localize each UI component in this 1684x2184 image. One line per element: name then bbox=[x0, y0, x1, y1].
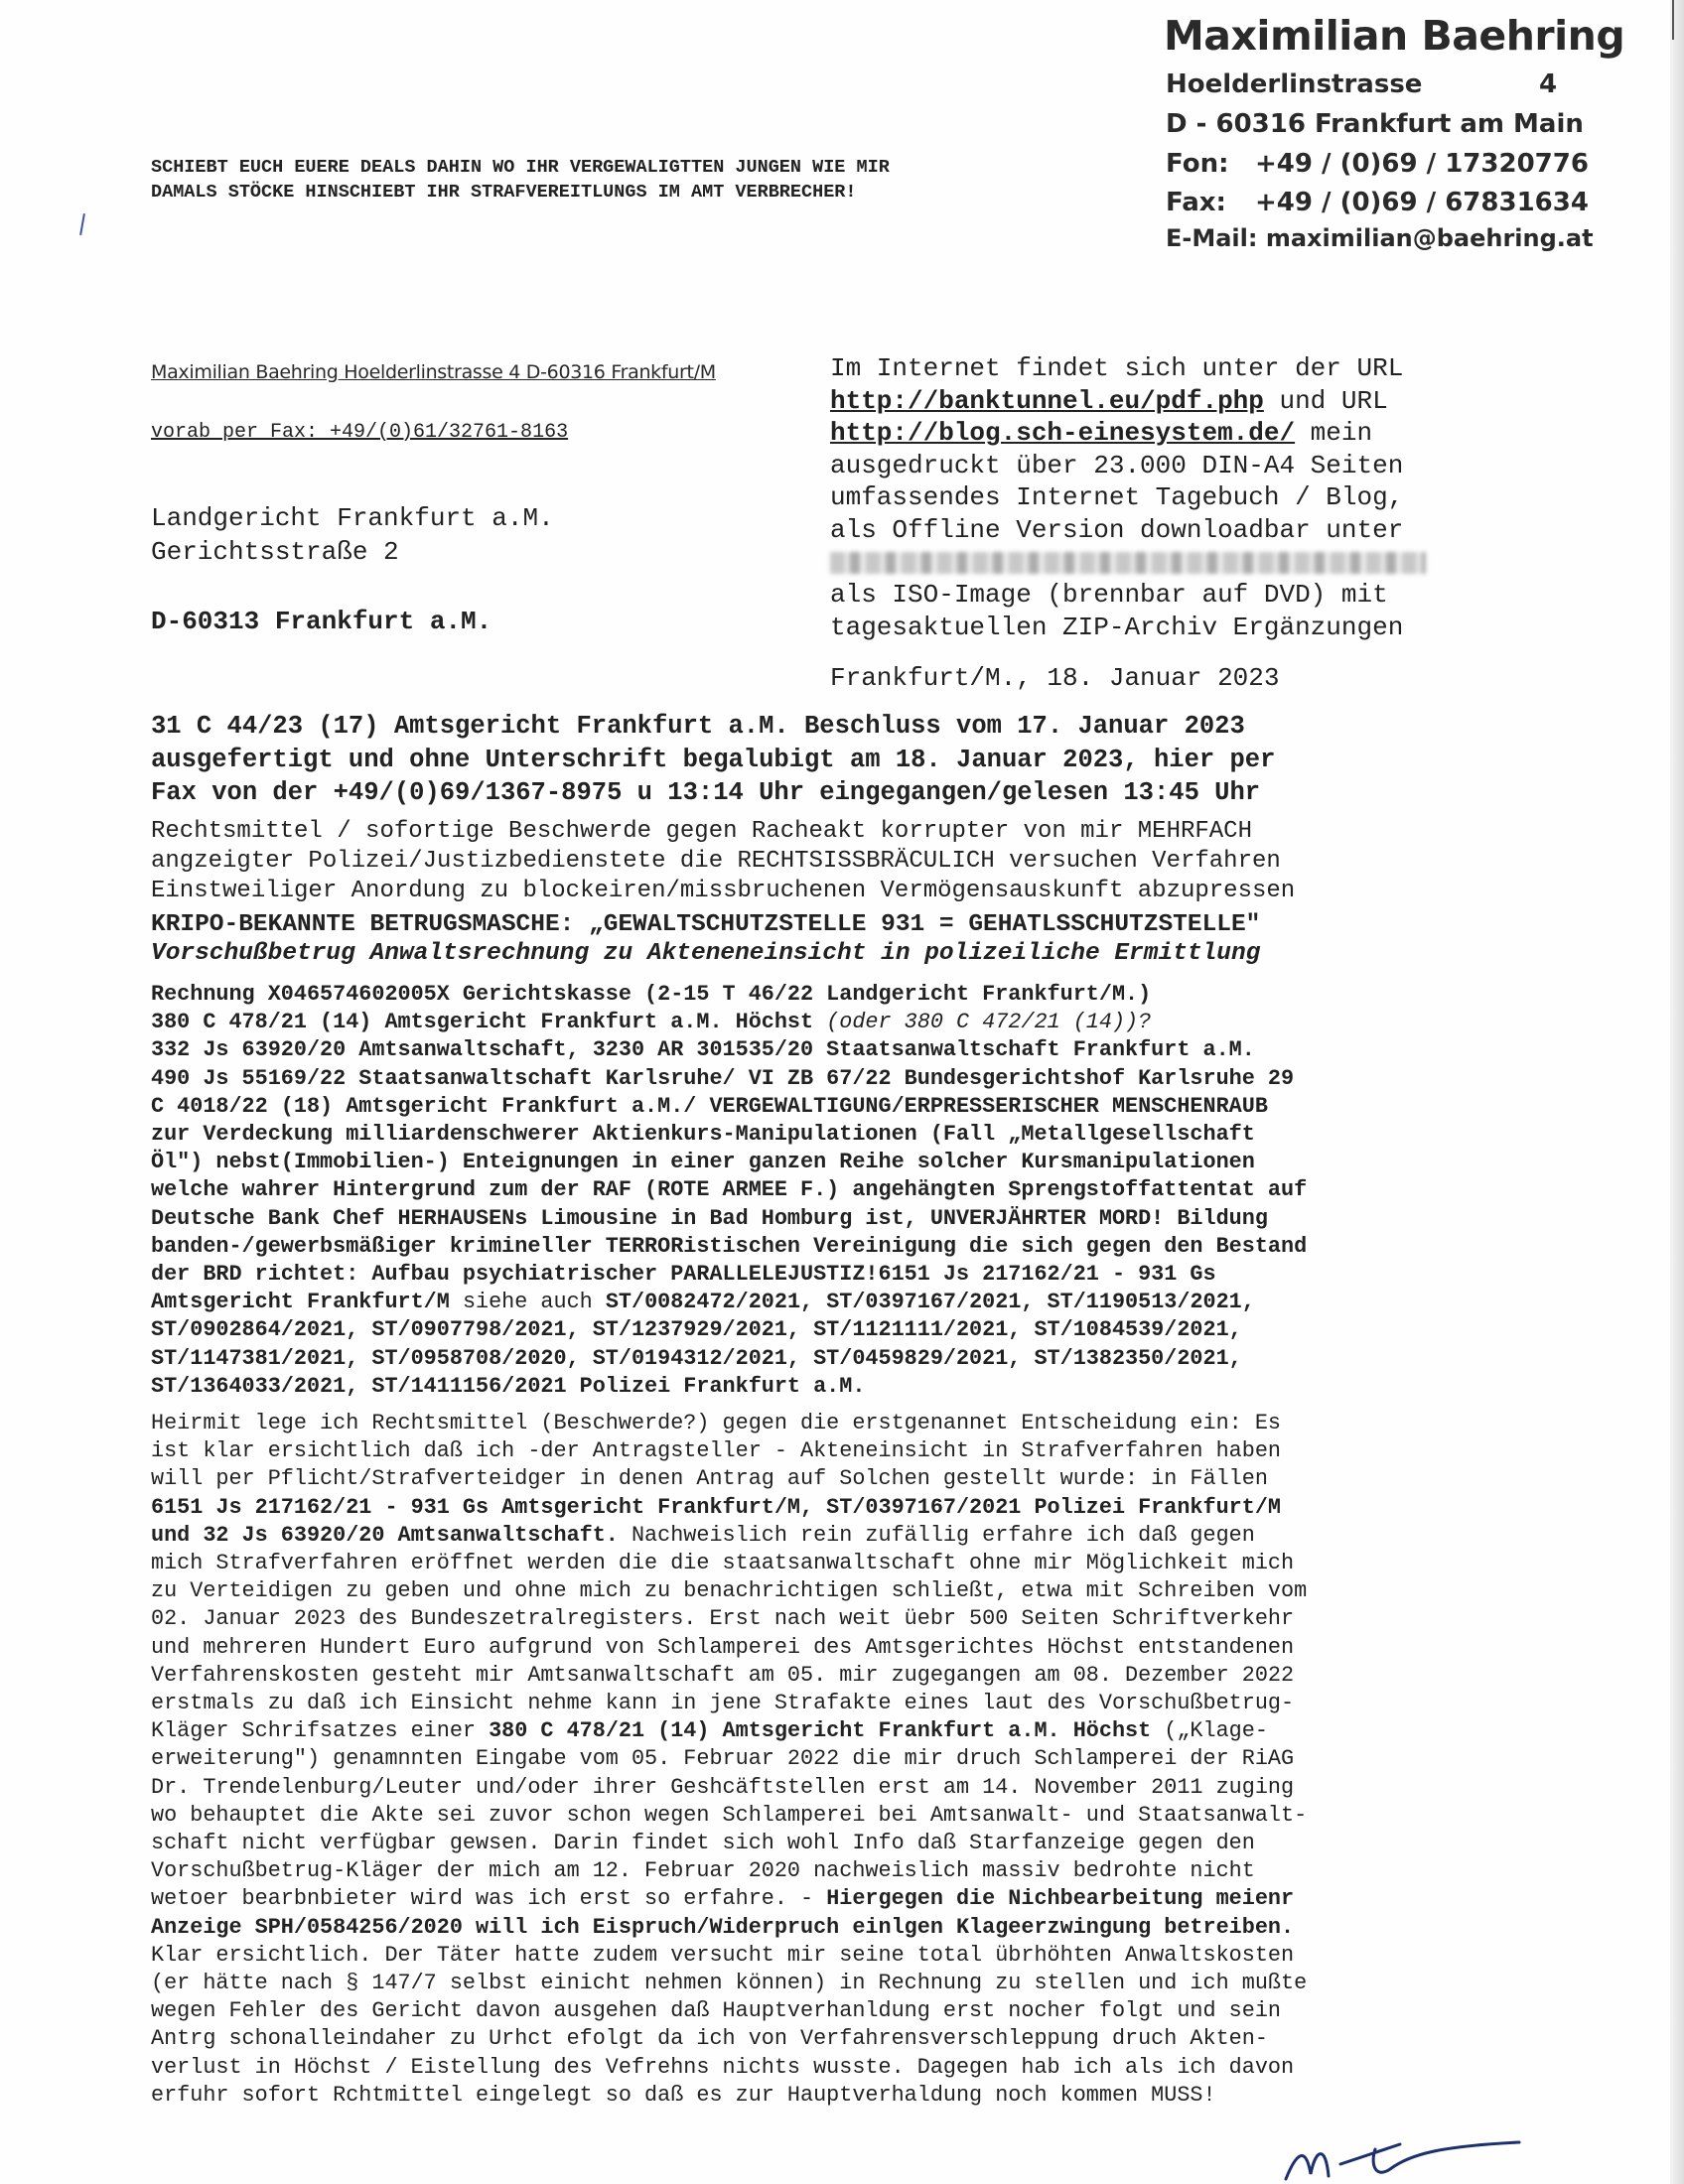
body-main bbox=[151, 1410, 1541, 2110]
case-line: ST/1147381/2021, ST/0958708/2020, ST/0194312/2021, ST/0459829/2021, ST/1382350/2021, bbox=[151, 1345, 1242, 1371]
sender-line: Maximilian Baehring Hoelderlinstrasse 4 D-60316 Frankfurt/M bbox=[151, 361, 716, 383]
fax-number: +49 / (0)69 / 67831634 bbox=[1255, 188, 1589, 217]
case-line: welche wahrer Hintergrund zum der RAF (ROTE ARMEE F.) angehängten Sprengstoffattentat auf bbox=[151, 1177, 1308, 1203]
case-line: 380 C 478/21 (14) Amtsgericht Frankfurt a.M. Höchst bbox=[151, 1010, 827, 1035]
body-line: (er hätte nach § 147/7 selbst einicht nehmen können) in Rechnung zu stellen und ich mußte bbox=[151, 1971, 1308, 1996]
body-line: Dr. Trendelenburg/Leuter und/oder ihrer Geshcäftstellen erst am 14. November 2011 zuging bbox=[151, 1774, 1295, 1800]
phone-label: Fon: bbox=[1166, 149, 1229, 179]
recipient-city: D-60313 Frankfurt a.M. bbox=[151, 607, 492, 636]
slogan-line: DAMALS STÖCKE HINSCHIEBT IHR STRAFVEREITLUNGS IM AMT VERBRECHER! bbox=[151, 182, 857, 203]
info-text: mein bbox=[1295, 418, 1373, 449]
info-line bbox=[830, 547, 1485, 580]
body-line: Nachweislich rein zufällig erfahre ich daß gegen bbox=[618, 1522, 1255, 1548]
info-line bbox=[830, 385, 1485, 418]
case-line: ST/0082472/2021, ST/0397167/2021, ST/1190513/2021, bbox=[605, 1290, 1255, 1315]
slogan-line: SCHIEBT EUCH EUERE DEALS DAHIN WO IHR VERGEWALIGTTEN JUNGEN WIE MIR bbox=[151, 157, 890, 178]
body-line: KRIPO-BEKANNTE BETRUGSMASCHE: „GEWALTSCHUTZSTELLE 931 = GEHATLSSCHUTZSTELLE" bbox=[151, 911, 1261, 938]
case-line: ST/0902864/2021, ST/0907798/2021, ST/1237929/2021, ST/1121111/2021, ST/1084539/2021, bbox=[151, 1317, 1242, 1343]
recipient-line: Gerichtsstraße 2 bbox=[151, 537, 399, 567]
signature bbox=[1281, 2124, 1539, 2184]
letterhead-phone bbox=[1166, 149, 1589, 179]
redacted-url bbox=[830, 552, 1426, 574]
url-link[interactable]: http://blog.sch-einesystem.de/ bbox=[830, 418, 1296, 449]
letter-date: Frankfurt/M., 18. Januar 2023 bbox=[830, 663, 1280, 693]
recipient-address bbox=[151, 501, 554, 569]
body-line: und mehreren Hundert Euro aufgrund von Schlamperei des Amtsgerichtes Höchst entstandenen bbox=[151, 1634, 1295, 1660]
body-line: Rechtsmittel / sofortige Beschwerde gegen Racheakt korrupter von mir MEHRFACH bbox=[151, 818, 1252, 845]
letterhead-name: Maximilian Baehring bbox=[1164, 12, 1625, 60]
case-line-note: (oder 380 C 472/21 (14))? bbox=[826, 1010, 1152, 1035]
body-line-bold: 380 C 478/21 (14) Amtsgericht Frankfurt a.M. Höchst bbox=[489, 1718, 1152, 1744]
slogan bbox=[151, 155, 1144, 205]
info-line: umfassendes Internet Tagebuch / Blog, bbox=[830, 482, 1404, 513]
case-line: Amtsgericht Frankfurt/M bbox=[151, 1290, 463, 1315]
body-headline bbox=[151, 910, 1541, 968]
body-line-bold: 6151 Js 217162/21 - 931 Gs Amtsgericht Frankfurt/M, ST/0397167/2021 Polizei Frankfurt/M bbox=[151, 1494, 1281, 1520]
body-line: erstmals zu daß ich Einsicht nehme kann in jene Strafakte eines laut des Vorschußbetrug- bbox=[151, 1691, 1295, 1716]
body-line: Klar ersichtlich. Der Täter hatte zudem versucht mir seine total übrhöhten Anwaltskosten bbox=[151, 1942, 1295, 1968]
body-line: zu Verteidigen zu geben und ohne mich zu benachrichtigen schließt, etwa mit Schreiben vom bbox=[151, 1578, 1308, 1604]
body-line: Kläger Schrifsatzes einer bbox=[151, 1718, 490, 1744]
body-intro bbox=[151, 817, 1541, 906]
page-edge-line bbox=[1672, 0, 1674, 40]
case-line: C 4018/22 (18) Amtsgericht Frankfurt a.M./ VERGEWALTIGUNG/ERPRESSERISCHER MENSCHENRAUB bbox=[151, 1093, 1268, 1119]
body-line: wegen Fehler des Gericht davon ausgehen daß Hauptverhanldung erst nocher folgt und sein bbox=[151, 1998, 1281, 2024]
case-line: 332 Js 63920/20 Amtsanwaltschaft, 3230 AR 301535/20 Staatsanwaltschaft Frankfurt a.M. bbox=[151, 1037, 1255, 1063]
case-line: der BRD richtet: Aufbau psychiatrischer PARALLELEJUSTIZ!6151 Js 217162/21 - 931 Gs bbox=[151, 1262, 1216, 1288]
info-line bbox=[830, 417, 1485, 450]
info-block bbox=[830, 352, 1485, 643]
body-line: mich Strafverfahren eröffnet werden die die staatsanwaltschaft ohne mir Möglichkeit mich bbox=[151, 1551, 1295, 1576]
body-line: 02. Januar 2023 des Bundeszetralregisters. Erst nach weit üebr 500 Seiten Schriftverkehr bbox=[151, 1606, 1295, 1632]
info-line: ausgedruckt über 23.000 DIN-A4 Seiten bbox=[830, 450, 1404, 480]
pen-mark bbox=[79, 213, 85, 235]
case-line: Deutsche Bank Chef HERHAUSENs Limousine in Bad Homburg ist, UNVERJÄHRTER MORD! Bildung bbox=[151, 1205, 1268, 1231]
letterhead-city: D - 60316 Frankfurt am Main bbox=[1166, 109, 1584, 139]
fax-prefix-line: vorab per Fax: +49/(0)61/32761-8163 bbox=[151, 421, 569, 444]
body-line: erweiterung") genamnnten Eingabe vom 05. Februar 2022 die mir druch Schlamperei der RiAG bbox=[151, 1746, 1295, 1772]
body-line: wetoer bearbnbieter wird was ich erst so erfahre. - bbox=[151, 1886, 827, 1912]
body-line: will per Pflicht/Strafverteidger in denen Antrag auf Solchen gestellt wurde: in Fällen bbox=[151, 1466, 1268, 1492]
info-line: als Offline Version downloadbar unter bbox=[830, 514, 1404, 545]
phone-number: +49 / (0)69 / 17320776 bbox=[1255, 149, 1589, 179]
case-line: zur Verdeckung milliardenschwerer Aktienkurs-Manipulationen (Fall „Metallgesellschaft bbox=[151, 1122, 1255, 1148]
page-edge bbox=[1670, 0, 1684, 2184]
case-line: Rechnung X046574602005X Gerichtskasse (2-15 T 46/22 Landgericht Frankfurt/M.) bbox=[151, 982, 1152, 1007]
letterhead-fax bbox=[1166, 188, 1589, 217]
info-line: Im Internet findet sich unter der URL bbox=[830, 353, 1404, 383]
case-line: 490 Js 55169/22 Staatsanwaltschaft Karlsruhe/ VI ZB 67/22 Bundesgerichtshof Karlsruhe 29 bbox=[151, 1065, 1295, 1091]
body-line: schaft nicht verfügbar gewsen. Darin findet sich wohl Info daß Starfanzeige gegen den bbox=[151, 1831, 1255, 1856]
info-line: als ISO-Image (brennbar auf DVD) mit bbox=[830, 580, 1388, 611]
body-line-bold: Anzeige SPH/0584256/2020 will ich Eispruch/Widerpruch einlgen Klageerzwingung betreiben. bbox=[151, 1914, 1295, 1940]
body-line: Heirmit lege ich Rechtsmittel (Beschwerde?) gegen die erstgenannet Entscheidung ein: Es bbox=[151, 1411, 1281, 1435]
reference-line: ausgefertigt und ohne Unterschrift begalubigt am 18. Januar 2023, hier per bbox=[151, 745, 1276, 774]
case-line-plain: siehe auch bbox=[462, 1290, 606, 1315]
body-line: ist klar ersichtlich daß ich -der Antragsteller - Akteneinsicht in Strafverfahren haben bbox=[151, 1438, 1281, 1464]
body-line: Einstweiliger Anordung zu blockeiren/missbruchenen Vermögensauskunft abzupressen bbox=[151, 878, 1296, 904]
case-line: banden-/gewerbsmäßiger krimineller TERRORistischen Vereinigung die sich gegen den Bestand bbox=[151, 1233, 1308, 1259]
info-line: tagesaktuellen ZIP-Archiv Ergänzungen bbox=[830, 612, 1404, 642]
body-line-bold: Hiergegen die Nichbearbeitung meienr bbox=[826, 1886, 1295, 1912]
body-line: erfuhr sofort Rchtmittel eingelegt so daß es zur Hauptverhaldung noch kommen MUSS! bbox=[151, 2082, 1216, 2108]
reference-line: Fax von der +49/(0)69/1367-8975 u 13:14 Uhr eingegangen/gelesen 13:45 Uhr bbox=[151, 778, 1261, 807]
fax-label: Fax: bbox=[1166, 188, 1226, 217]
body-line: Antrg schonalleindaher zu Urhct efolgt da ich von Verfahrensverschleppung druch Akten- bbox=[151, 2026, 1268, 2052]
body-line: verlust in Höchst / Eistellung des Vefrehns nichts wusste. Dagegen hab ich als ich davon bbox=[151, 2054, 1295, 2080]
letterhead-email: E-Mail: maximilian@baehring.at bbox=[1166, 224, 1594, 252]
letterhead-street: Hoelderlinstrasse bbox=[1166, 69, 1423, 99]
case-line: Öl") nebst(Immobilien-) Enteignungen in einer ganzen Reihe solcher Kursmanipulationen bbox=[151, 1150, 1255, 1175]
case-list bbox=[151, 981, 1541, 1401]
recipient-line: Landgericht Frankfurt a.M. bbox=[151, 503, 554, 533]
body-line: („Klage- bbox=[1151, 1718, 1268, 1744]
reference-block bbox=[151, 710, 1541, 810]
case-line: ST/1364033/2021, ST/1411156/2021 Polizei Frankfurt a.M. bbox=[151, 1373, 866, 1399]
body-line-bold: und 32 Js 63920/20 Amtsanwaltschaft. bbox=[151, 1522, 619, 1548]
reference-line: 31 C 44/23 (17) Amtsgericht Frankfurt a.M. Beschluss vom 17. Januar 2023 bbox=[151, 712, 1245, 741]
body-line: angzeigter Polizei/Justizbedienstete die RECHTSISSBRÄCULICH versuchen Verfahren bbox=[151, 848, 1281, 875]
body-line: wo behauptet die Akte sei zuvor schon wegen Schlamperei bei Amtsanwalt- und Staatsanwalt- bbox=[151, 1802, 1308, 1828]
body-line: Verfahrenskosten gesteht mir Amtsanwaltschaft am 05. mir zugegangen am 08. Dezember 2022 bbox=[151, 1662, 1295, 1688]
body-line: Vorschußbetrug Anwaltsrechnung zu Akteneneinsicht in polizeiliche Ermittlung bbox=[151, 940, 1261, 967]
body-line: Vorschußbetrug-Kläger der mich am 12. Februar 2020 nachweislich massiv bedrohte nicht bbox=[151, 1858, 1255, 1884]
url-link[interactable]: http://banktunnel.eu/pdf.php bbox=[830, 385, 1264, 416]
info-text: und URL bbox=[1263, 385, 1388, 416]
letterhead-house-number: 4 bbox=[1539, 69, 1558, 99]
